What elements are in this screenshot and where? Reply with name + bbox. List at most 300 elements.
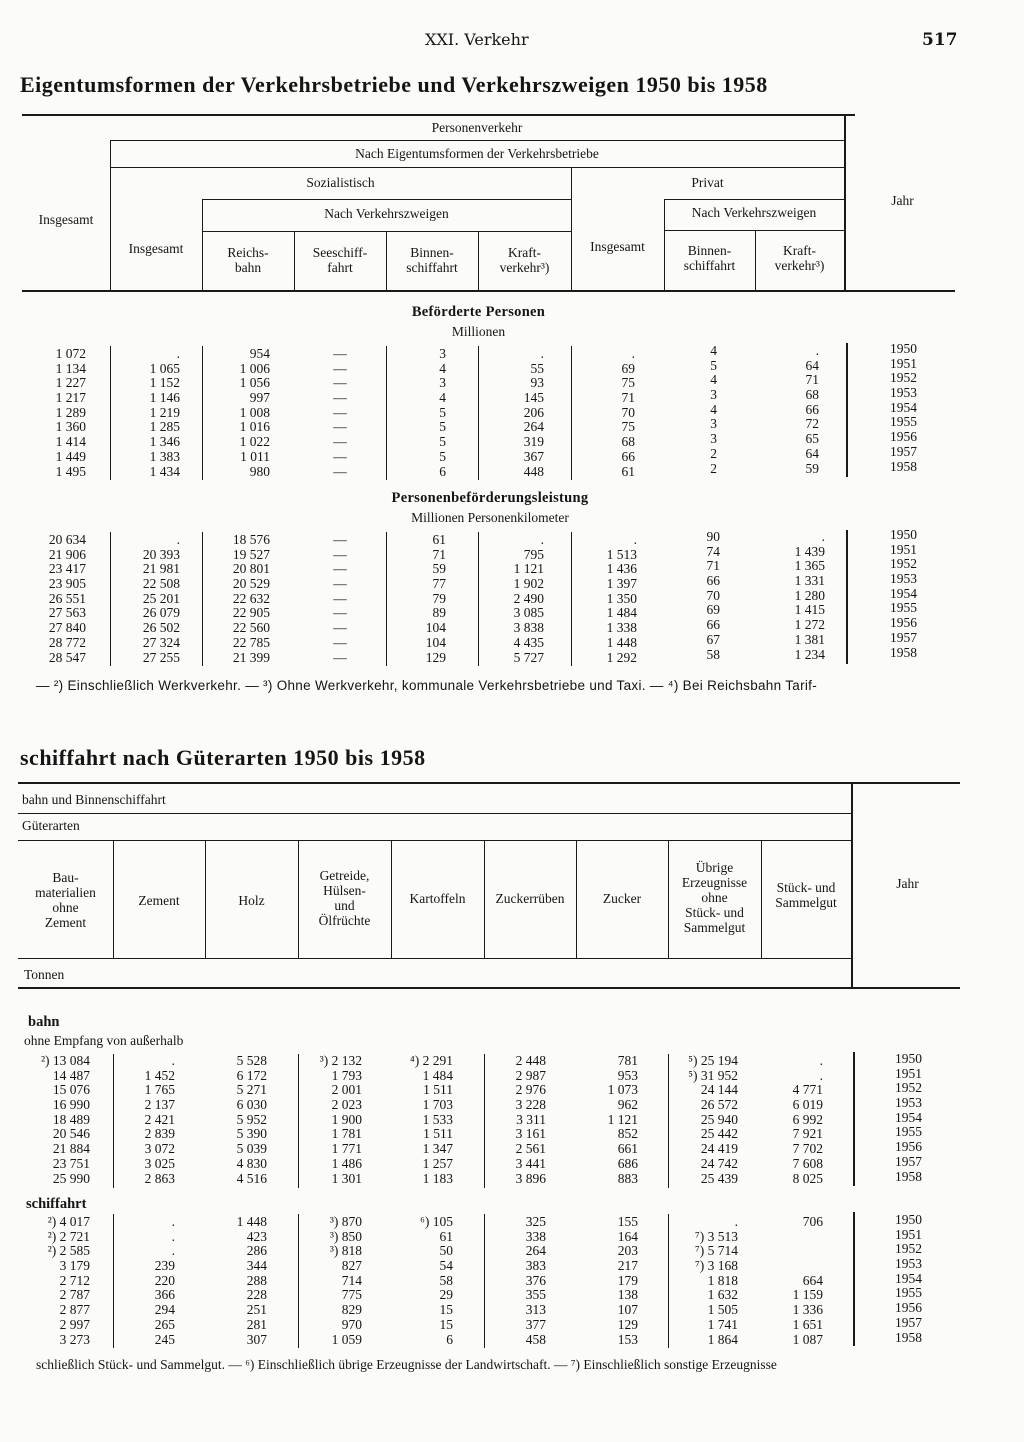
t2-s1-col-holz-cell: 5 271: [236, 1082, 267, 1098]
t2-s1-col-holz: [205, 1054, 267, 1186]
t1-s1-col-soz-insgesamt-cell: 1 152: [149, 375, 180, 391]
t1-rule-top: [22, 114, 855, 116]
t2-s1-col-stueck-cell: 7 608: [792, 1155, 823, 1171]
t1-s1-col-binnenschiffahrt-cell: 4: [439, 390, 446, 406]
t2-s1-col-jahr-cell: 1955: [895, 1124, 922, 1140]
table1-title: Eigentumsformen der Verkehrsbetriebe und Verkehrszweigen 1950 bis 1958: [20, 72, 768, 97]
t2-s2-col-zement: [113, 1215, 175, 1347]
t2-s2-col-getreide-cell: 714: [341, 1272, 362, 1288]
t1-s2-col-seeschiffahrt-cell: —: [333, 532, 347, 547]
t2-s2-col-kartoffeln-cell: 29: [439, 1287, 453, 1303]
t2-s1-col-holz-cell: 5 390: [236, 1126, 267, 1142]
t1-s1-col-kraftverkehr-cell: 319: [523, 434, 544, 450]
t1-s2-col-reichsbahn-cell: 19 527: [232, 546, 270, 562]
t1-s2-col-kraftverkehr-cell: 4 435: [513, 634, 544, 650]
t2-h-tonnen: Tonnen: [24, 967, 65, 982]
t1-s2-col-jahr: [855, 528, 917, 660]
t1-s2-col-priv-binnen-cell: 66: [706, 617, 720, 633]
t2-s2-col-baumaterialien-cell: 2 997: [59, 1316, 90, 1332]
t1-h-binnenschiffahrt: Binnen- schiffahrt: [406, 245, 458, 275]
t1-s2-col-reichsbahn-cell: 20 801: [232, 561, 270, 577]
t1-rule-header-bottom: [22, 290, 955, 292]
t2-rule-header-bottom: [18, 987, 960, 989]
t2-s1-col-kartoffeln-cell: 1 533: [422, 1111, 453, 1127]
t2-h-stueck: Stück- und Sammelgut: [775, 880, 837, 910]
t2-h-uebrige: Übrige Erzeugnisse ohne Stück- und Sammelgut: [681, 860, 748, 935]
t2-s2-col-getreide-cell: 775: [341, 1287, 362, 1303]
t1-s1-col-soz-insgesamt-cell: .: [176, 346, 180, 361]
t1-s1-col-soz-insgesamt-cell: 1 219: [149, 404, 180, 420]
t1-s1-div-jahr: [846, 343, 848, 477]
t1-s1-col-insgesamt-cell: 1 495: [55, 463, 86, 479]
t2-s2-col-stueck-cell: [761, 1244, 823, 1259]
t1-s1-col-reichsbahn-cell: 1 006: [239, 360, 270, 376]
t2-s1-col-jahr-cell: 1950: [895, 1051, 922, 1066]
t1-s2-col-binnenschiffahrt-cell: 104: [425, 620, 446, 636]
t2-s2-title: schiffahrt: [26, 1196, 87, 1212]
t2-s1-col-holz-cell: 5 039: [236, 1141, 267, 1157]
t2-s2-col-baumaterialien-cell: 2 877: [59, 1302, 90, 1318]
t1-s1-col-reichsbahn-cell: 1 022: [239, 434, 270, 450]
t2-s1-col-kartoffeln-cell: ⁴) 2 291: [410, 1053, 453, 1068]
t1-s2-col-binnenschiffahrt-cell: 89: [432, 605, 446, 621]
t1-s2-col-seeschiffahrt-cell: —: [333, 634, 347, 650]
t1-h-verkehrszweigen-priv: Nach Verkehrszweigen: [691, 205, 817, 220]
t1-s2-col-priv-kraft-cell: 1 415: [794, 602, 825, 618]
t2-s2-col-zuckerrueben-cell: 264: [525, 1243, 546, 1259]
t2-s2-col-kartoffeln-cell: ⁶) 105: [420, 1214, 453, 1229]
t2-s2-col-jahr-cell: 1958: [895, 1329, 922, 1345]
t1-s2-col-priv-insgesamt-cell: 1 484: [606, 605, 637, 621]
t2-s1-col-holz-cell: 4 830: [236, 1155, 267, 1171]
t1-s1-col-insgesamt-cell: 1 134: [55, 360, 86, 376]
t1-h-insgesamt-soz: Insgesamt: [128, 241, 184, 256]
t2-s2-col-zucker-cell: 138: [617, 1287, 638, 1303]
t1-s2-col-kraftverkehr-cell: 3 085: [513, 605, 544, 621]
t1-s1-col-seeschiffahrt-cell: —: [333, 346, 347, 361]
t2-s1-col-zement-cell: 2 137: [144, 1097, 175, 1113]
t2-s2-col-zement-cell: .: [171, 1243, 175, 1259]
t2-s1-col-jahr-cell: 1954: [895, 1109, 922, 1125]
t1-s1-col-priv-kraft-cell: 64: [805, 445, 819, 461]
t1-s1-col-binnenschiffahrt-cell: 3: [439, 375, 446, 391]
t2-s2-col-jahr-cell: 1954: [895, 1270, 922, 1286]
t2-s1-col-zucker: [576, 1054, 638, 1186]
t1-vline-jahr: [844, 114, 846, 291]
t1-s1-col-priv-kraft-cell: 68: [805, 387, 819, 403]
t2-s2-col-jahr-cell: 1957: [895, 1314, 922, 1330]
t1-s2-col-priv-kraft-cell: 1 365: [794, 558, 825, 574]
t2-rule-4: [18, 958, 852, 959]
t2-s2-col-getreide-cell: 1 059: [331, 1331, 362, 1347]
t2-s1-col-baumaterialien-cell: ²) 13 084: [40, 1053, 90, 1068]
t2-s2-col-zement-cell: 220: [154, 1272, 175, 1288]
t2-s1-col-jahr-cell: 1957: [895, 1153, 922, 1169]
t2-s2-col-jahr-cell: 1952: [895, 1241, 922, 1257]
t2-s2-col-holz-cell: 281: [246, 1316, 267, 1332]
t2-s1-col-getreide-cell: ³) 2 132: [319, 1053, 362, 1068]
t2-s1-col-zement-cell: 2 863: [144, 1170, 175, 1186]
t1-s2-div-jahr: [846, 530, 848, 664]
t2-s2-col-zement-cell: 265: [154, 1316, 175, 1332]
t1-s1-col-priv-insgesamt-cell: 71: [621, 390, 635, 406]
t1-s1-col-priv-binnen-cell: 4: [710, 343, 717, 358]
t1-s1-col-priv-kraft-cell: 59: [805, 460, 819, 476]
t1-s1-col-seeschiffahrt-cell: —: [333, 448, 347, 464]
t1-s2-col-priv-insgesamt-cell: 1 448: [606, 634, 637, 650]
t1-s1-col-priv-insgesamt-cell: 70: [621, 404, 635, 420]
t1-s2-col-priv-insgesamt-cell: 1 436: [606, 561, 637, 577]
t1-s1-col-kraftverkehr-cell: 145: [523, 390, 544, 406]
t1-s2-col-priv-binnen-cell: 67: [706, 631, 720, 647]
t2-s2-col-holz-cell: 288: [246, 1272, 267, 1288]
t2-s2-col-zuckerrueben-cell: 383: [525, 1258, 546, 1274]
t2-s1-col-getreide-cell: 1 781: [331, 1126, 362, 1142]
t1-s2-col-insgesamt-cell: 27 563: [48, 605, 86, 621]
t1-s2-col-kraftverkehr: [478, 533, 544, 665]
t2-s1-col-stueck-cell: 4 771: [792, 1082, 823, 1098]
t1-s2-col-insgesamt-cell: 26 551: [48, 590, 86, 606]
t1-s2-col-binnenschiffahrt-cell: 79: [432, 590, 446, 606]
t2-s2-col-holz-cell: 307: [246, 1331, 267, 1347]
t2-s1-col-zucker-cell: 953: [617, 1067, 638, 1083]
t2-s2-col-uebrige-cell: ⁷) 3 168: [695, 1258, 738, 1274]
t2-s2-col-baumaterialien-cell: ²) 2 721: [47, 1228, 90, 1244]
t2-s2-col-zement-cell: 239: [154, 1258, 175, 1274]
t1-s2-col-reichsbahn-cell: 21 399: [232, 649, 270, 665]
t2-s2-col-kartoffeln: [391, 1215, 453, 1347]
t1-s1-col-seeschiffahrt: [294, 347, 386, 479]
t2-s1-col-getreide-cell: 1 301: [331, 1170, 362, 1186]
t2-s1-col-zement-cell: 2 421: [144, 1111, 175, 1127]
t2-s1-col-getreide: [298, 1054, 362, 1186]
t1-s2-col-insgesamt-cell: 28 547: [48, 649, 86, 665]
t1-s1-col-priv-kraft-cell: 72: [805, 416, 819, 432]
t1-s2-col-priv-kraft-cell: 1 331: [794, 573, 825, 589]
t1-s2-col-jahr-cell: 1952: [890, 556, 917, 572]
t1-s2-col-binnenschiffahrt-cell: 71: [432, 546, 446, 562]
t1-s2-col-binnenschiffahrt: [386, 533, 446, 665]
t1-s1-col-jahr-cell: 1954: [890, 399, 917, 415]
t2-s2-col-zement-cell: 245: [154, 1331, 175, 1347]
t1-s1-col-kraftverkehr-cell: .: [540, 346, 544, 361]
t1-s1-col-priv-kraft-cell: 71: [805, 372, 819, 388]
t1-s1-col-seeschiffahrt-cell: —: [333, 404, 347, 420]
t1-s1-col-seeschiffahrt-cell: —: [333, 463, 347, 479]
t1-h-kraftverkehr: Kraft- verkehr³): [499, 245, 550, 275]
t2-s2-col-getreide-cell: ³) 850: [329, 1228, 362, 1244]
t1-s1-col-reichsbahn-cell: 1 008: [239, 404, 270, 420]
t1-s2-col-soz-insgesamt-cell: 26 079: [142, 605, 180, 621]
t2-s1-col-uebrige-cell: 24 742: [700, 1155, 738, 1171]
t2-s2-col-zucker-cell: 179: [617, 1272, 638, 1288]
t1-s1-col-seeschiffahrt-cell: —: [333, 375, 347, 391]
t1-s2-col-reichsbahn-cell: 22 905: [232, 605, 270, 621]
t2-s2-col-stueck-cell: [761, 1259, 823, 1274]
t2-s2-col-zement-cell: 294: [154, 1302, 175, 1318]
t2-s2-col-uebrige-cell: 1 818: [707, 1272, 738, 1288]
t1-s1-col-insgesamt: [22, 347, 86, 479]
t1-s2-col-seeschiffahrt-cell: —: [333, 649, 347, 665]
t1-s2-col-soz-insgesamt-cell: 22 508: [142, 576, 180, 592]
t1-s1-col-kraftverkehr: [478, 347, 544, 479]
t1-h-sozialistisch: Sozialistisch: [306, 175, 375, 190]
t2-s2-col-stueck: [761, 1215, 823, 1347]
t1-s1-col-insgesamt-cell: 1 360: [55, 419, 86, 435]
t1-s2-col-priv-binnen-cell: 69: [706, 602, 720, 618]
t1-s1-col-jahr-cell: 1953: [890, 385, 917, 401]
t2-s1-col-holz-cell: 4 516: [236, 1170, 267, 1186]
t1-s2-col-kraftverkehr-cell: .: [540, 532, 544, 547]
t2-s1-col-zuckerrueben-cell: 3 896: [515, 1170, 546, 1186]
t1-s1-col-reichsbahn-cell: 1 011: [240, 448, 270, 464]
t1-s2-col-soz-insgesamt-cell: 27 255: [142, 649, 180, 665]
t1-h-reichsbahn: Reichs- bahn: [227, 245, 269, 275]
t1-s2-col-priv-kraft-cell: 1 280: [794, 587, 825, 603]
t1-s2-col-seeschiffahrt-cell: —: [333, 546, 347, 562]
t1-rule-3: [110, 167, 844, 168]
t2-s1-col-uebrige-cell: 25 442: [700, 1126, 738, 1142]
t2-s1-col-zucker-cell: 661: [617, 1141, 638, 1157]
t2-s1-col-stueck-cell: 7 702: [792, 1141, 823, 1157]
t2-s2-col-kartoffeln-cell: 15: [439, 1316, 453, 1332]
t2-s1-col-zucker-cell: 781: [617, 1053, 638, 1068]
t2-s1-col-holz-cell: 6 030: [236, 1097, 267, 1113]
t1-s2-col-priv-binnen-cell: 70: [706, 587, 720, 603]
t2-s2-col-baumaterialien-cell: 2 712: [59, 1272, 90, 1288]
t2-s1-col-zement-cell: 1 765: [144, 1082, 175, 1098]
t2-s1-col-jahr-cell: 1951: [895, 1065, 922, 1081]
t2-s2-col-holz-cell: 251: [246, 1302, 267, 1318]
t1-rule-4a: [202, 199, 571, 200]
t1-s1-col-insgesamt-cell: 1 449: [55, 448, 86, 464]
t1-h-privat: Privat: [691, 175, 724, 190]
t1-s1-col-soz-insgesamt-cell: 1 146: [149, 390, 180, 406]
t2-s1-col-baumaterialien-cell: 25 990: [52, 1170, 90, 1186]
t1-s2-col-kraftverkehr-cell: 1 121: [513, 561, 544, 577]
t2-s2-col-jahr-cell: 1951: [895, 1226, 922, 1242]
t1-s1-col-jahr-cell: 1950: [890, 341, 917, 356]
chapter-heading: XXI. Verkehr: [425, 30, 529, 49]
t1-s1-col-priv-kraft-cell: 65: [805, 431, 819, 447]
t1-vline-1: [110, 140, 111, 290]
t1-s2-col-reichsbahn-cell: 22 632: [232, 590, 270, 606]
t1-h-personenverkehr: Personenverkehr: [431, 120, 523, 135]
t2-s2-col-baumaterialien-cell: 2 787: [59, 1287, 90, 1303]
t1-s1-col-soz-insgesamt-cell: 1 285: [149, 419, 180, 435]
t2-s1-col-getreide-cell: 2 023: [331, 1097, 362, 1113]
t2-s1-col-zuckerrueben-cell: 2 976: [515, 1082, 546, 1098]
t1-s2-col-soz-insgesamt-cell: 20 393: [142, 546, 180, 562]
t1-s1-col-insgesamt-cell: 1 289: [55, 404, 86, 420]
t1-s1-col-binnenschiffahrt-cell: 5: [439, 404, 446, 420]
t1-s1-col-binnenschiffahrt: [386, 347, 446, 479]
t2-s2-col-jahr: [860, 1213, 922, 1345]
t2-s1-col-zuckerrueben-cell: 3 311: [516, 1111, 546, 1127]
t2-s2-col-baumaterialien: [18, 1215, 90, 1347]
t2-s2-div-jahr: [853, 1212, 855, 1346]
t2-s1-subtitle: ohne Empfang von außerhalb: [24, 1033, 184, 1048]
t1-s1-col-soz-insgesamt-cell: 1 065: [149, 360, 180, 376]
t1-h-insgesamt-total: Insgesamt: [38, 212, 94, 227]
t1-s2-col-priv-insgesamt-cell: 1 513: [606, 546, 637, 562]
t1-s1-col-seeschiffahrt-cell: —: [333, 360, 347, 376]
t2-s1-col-baumaterialien-cell: 18 489: [52, 1111, 90, 1127]
t2-s1-col-stueck-cell: .: [819, 1053, 823, 1068]
t1-s2-col-priv-kraft-cell: .: [821, 529, 825, 544]
t1-s2-col-binnenschiffahrt-cell: 129: [425, 649, 446, 665]
t2-s1-col-uebrige: [668, 1054, 738, 1186]
t2-s1-col-zucker-cell: 852: [617, 1126, 638, 1142]
t2-s2-col-zuckerrueben-cell: 377: [525, 1316, 546, 1332]
t2-rule-top: [18, 782, 960, 784]
t1-s1-col-seeschiffahrt-cell: —: [333, 434, 347, 450]
t1-s2-col-kraftverkehr-cell: 3 838: [513, 620, 544, 636]
t1-s2-col-soz-insgesamt-cell: 26 502: [142, 620, 180, 636]
t1-s2-col-kraftverkehr-cell: 2 490: [513, 590, 544, 606]
t2-s2-col-zuckerrueben: [484, 1215, 546, 1347]
t2-s1-title: bahn: [28, 1014, 60, 1030]
t2-s2-col-zuckerrueben-cell: 355: [525, 1287, 546, 1303]
t2-s1-col-zucker-cell: 962: [617, 1097, 638, 1113]
t2-s1-col-kartoffeln-cell: 1 183: [422, 1170, 453, 1186]
t1-s2-col-insgesamt: [22, 533, 86, 665]
t1-s1-title: Beförderte Personen: [411, 304, 546, 320]
t2-s1-col-zement-cell: 3 025: [144, 1155, 175, 1171]
t1-s1-col-reichsbahn-cell: 1 056: [239, 375, 270, 391]
t1-s2-col-priv-insgesamt-cell: 1 292: [606, 649, 637, 665]
t1-s2-col-reichsbahn-cell: 20 529: [232, 576, 270, 592]
t1-s2-col-binnenschiffahrt-cell: 104: [425, 634, 446, 650]
t1-s1-col-priv-insgesamt-cell: 68: [621, 434, 635, 450]
t1-s2-col-seeschiffahrt-cell: —: [333, 590, 347, 606]
t2-rule-2: [18, 813, 852, 814]
t1-s1-col-binnenschiffahrt-cell: 6: [439, 463, 446, 479]
t2-s2-col-getreide-cell: 970: [341, 1316, 362, 1332]
t2-s1-col-zuckerrueben-cell: 3 441: [515, 1155, 546, 1171]
t2-s1-col-zuckerrueben-cell: 3 228: [515, 1097, 546, 1113]
t2-s2-col-baumaterialien-cell: ²) 4 017: [47, 1214, 90, 1229]
t2-s2-col-zuckerrueben-cell: 325: [525, 1214, 546, 1229]
t1-s1-col-jahr-cell: 1952: [890, 370, 917, 386]
t1-s2-col-jahr-cell: 1955: [890, 600, 917, 616]
t1-h-seeschiffahrt: Seeschiff- fahrt: [312, 245, 368, 275]
t1-s1-col-priv-binnen-cell: 3: [710, 387, 717, 403]
t2-s2-col-stueck-cell: 664: [802, 1272, 823, 1288]
t2-h-zement: Zement: [138, 893, 180, 908]
t1-s2-col-insgesamt-cell: 28 772: [48, 634, 86, 650]
t1-s1-unit: Millionen: [451, 324, 506, 339]
t2-s2-col-stueck-cell: 1 651: [792, 1316, 823, 1332]
t2-s1-col-zuckerrueben: [484, 1054, 546, 1186]
t2-s2-col-zement-cell: 366: [154, 1287, 175, 1303]
t1-s2-col-insgesamt-cell: 27 840: [48, 620, 86, 636]
t1-s2-col-soz-insgesamt-cell: 21 981: [142, 561, 180, 577]
table2-title: schiffahrt nach Güterarten 1950 bis 1958: [20, 745, 426, 770]
t1-s1-col-priv-insgesamt-cell: 61: [621, 463, 635, 479]
t2-s1-col-zement-cell: .: [171, 1053, 175, 1068]
t1-s1-col-jahr-cell: 1955: [890, 414, 917, 430]
t2-s1-col-baumaterialien-cell: 16 990: [52, 1097, 90, 1113]
t2-s1-col-uebrige-cell: ⁵) 31 952: [688, 1067, 738, 1083]
t2-h-jahr: Jahr: [896, 876, 919, 891]
t1-s1-col-reichsbahn-cell: 997: [249, 390, 270, 406]
t2-footnote: schließlich Stück- und Sammelgut. — ⁶) Einschließlich übrige Erzeugnisse der Landwirtschaft. — ⁷) Einschließlich sonstige Erzeugnisse: [36, 1357, 777, 1372]
t1-s1-col-insgesamt-cell: 1 072: [55, 346, 86, 361]
t2-s2-col-zucker-cell: 164: [617, 1228, 638, 1244]
t2-s1-col-uebrige-cell: ⁵) 25 194: [688, 1053, 738, 1068]
t2-s1-col-kartoffeln-cell: 1 257: [422, 1155, 453, 1171]
t1-s1-col-kraftverkehr-cell: 55: [530, 360, 544, 376]
t1-s1-col-binnenschiffahrt-cell: 5: [439, 419, 446, 435]
t2-s1-col-jahr-cell: 1953: [895, 1095, 922, 1111]
t1-s1-col-jahr-cell: 1951: [890, 355, 917, 371]
t1-s1-col-soz-insgesamt-cell: 1 383: [149, 448, 180, 464]
t2-s1-col-getreide-cell: 1 900: [331, 1111, 362, 1127]
t1-s2-col-seeschiffahrt-cell: —: [333, 561, 347, 577]
t1-s1-col-reichsbahn: [202, 347, 270, 479]
t2-s2-col-zucker-cell: 217: [617, 1258, 638, 1274]
t1-s1-col-seeschiffahrt-cell: —: [333, 390, 347, 406]
t1-s1-col-soz-insgesamt: [110, 347, 180, 479]
t1-s1-col-kraftverkehr-cell: 93: [530, 375, 544, 391]
t2-s2-col-uebrige: [668, 1215, 738, 1347]
t2-s2-col-baumaterialien-cell: ²) 2 585: [47, 1243, 90, 1259]
t2-s2-col-stueck-cell: 1 336: [792, 1302, 823, 1318]
t1-s1-col-priv-insgesamt-cell: 75: [621, 375, 635, 391]
t2-s1-col-jahr-cell: 1952: [895, 1080, 922, 1096]
t2-s2-col-zuckerrueben-cell: 338: [525, 1228, 546, 1244]
t1-s1-col-priv-binnen-cell: 4: [710, 372, 717, 388]
t1-s2-col-jahr-cell: 1956: [890, 615, 917, 631]
t2-s2-col-getreide: [298, 1215, 362, 1347]
t1-s2-col-insgesamt-cell: 23 905: [48, 576, 86, 592]
t2-s1-col-zement-cell: 3 072: [144, 1141, 175, 1157]
t2-s1-col-stueck: [761, 1054, 823, 1186]
t1-s2-col-priv-binnen: [664, 530, 720, 662]
t1-s1-col-jahr: [855, 342, 917, 474]
t1-s2-col-soz-insgesamt-cell: .: [176, 532, 180, 547]
t1-s2-col-reichsbahn-cell: 22 560: [232, 620, 270, 636]
t2-s2-col-kartoffeln-cell: 61: [439, 1228, 453, 1244]
t2-s2-col-baumaterialien-cell: 3 273: [59, 1331, 90, 1347]
t2-s1-col-baumaterialien-cell: 23 751: [52, 1155, 90, 1171]
t2-s2-col-zuckerrueben-cell: 458: [525, 1331, 546, 1347]
t2-s1-col-stueck-cell: 8 025: [792, 1170, 823, 1186]
t1-s2-col-priv-insgesamt: [571, 533, 637, 665]
t1-s2-col-kraftverkehr-cell: 795: [523, 546, 544, 562]
t1-s2-col-insgesamt-cell: 21 906: [48, 546, 86, 562]
t2-s2-col-holz-cell: 423: [246, 1228, 267, 1244]
t2-s1-col-baumaterialien: [18, 1054, 90, 1186]
t1-s1-col-soz-insgesamt-cell: 1 346: [149, 434, 180, 450]
t1-s1-col-insgesamt-cell: 1 217: [55, 390, 86, 406]
t1-s2-col-kraftverkehr-cell: 1 902: [513, 576, 544, 592]
t1-s2-title: Personenbeförderungsleistung: [391, 490, 589, 506]
t1-s2-col-soz-insgesamt-cell: 25 201: [142, 590, 180, 606]
t2-s1-col-uebrige-cell: 25 940: [700, 1111, 738, 1127]
t2-s2-col-holz: [205, 1215, 267, 1347]
t2-h-bahn-binnen: bahn und Binnenschiffahrt: [22, 792, 166, 807]
t1-s1-col-binnenschiffahrt-cell: 3: [439, 346, 446, 361]
t1-s1-col-priv-insgesamt: [571, 347, 635, 479]
t1-h-kraftverkehr-priv: Kraft- verkehr³): [774, 243, 825, 273]
t2-s2-col-stueck-cell: 1 159: [792, 1287, 823, 1303]
t1-h-verkehrszweigen-soz: Nach Verkehrszweigen: [324, 206, 449, 221]
t1-s1-col-seeschiffahrt-cell: —: [333, 419, 347, 435]
t2-s1-col-kartoffeln-cell: 1 511: [423, 1126, 453, 1142]
t2-s1-col-zucker-cell: 1 073: [607, 1082, 638, 1098]
